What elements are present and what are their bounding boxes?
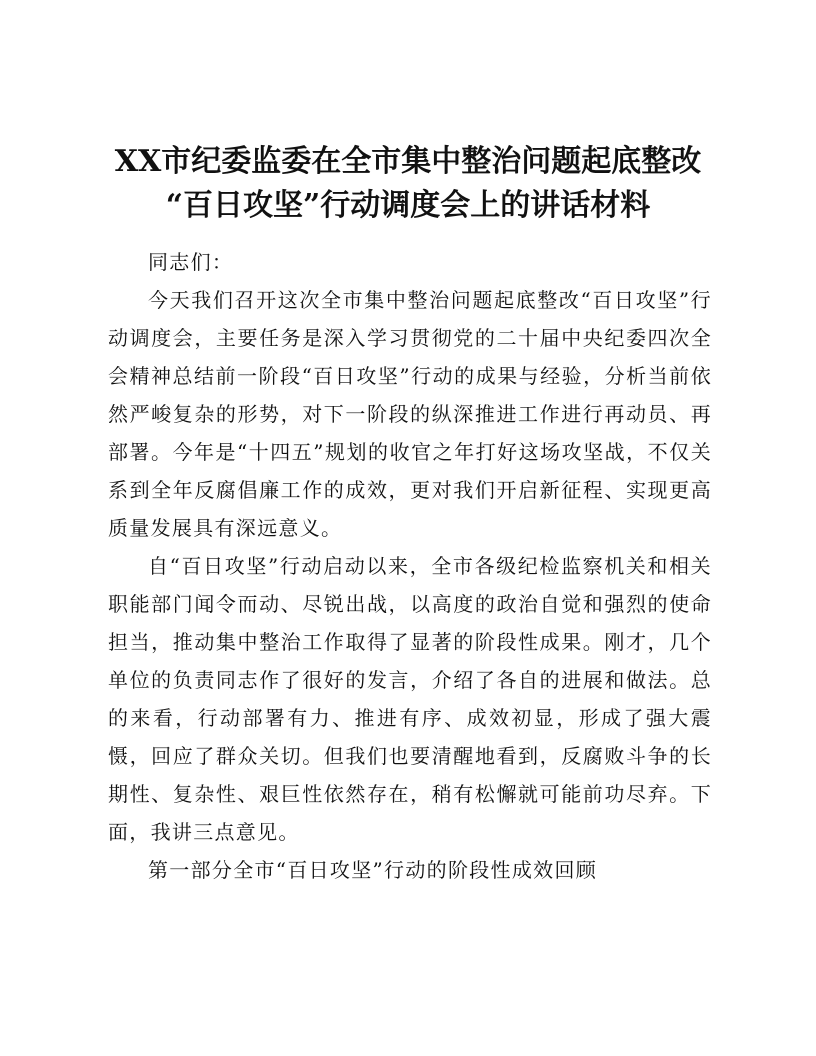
section-heading-part-one: 第一部分全市“百日攻坚”行动的阶段性成效回顾	[148, 858, 598, 882]
title-line-1: XX市纪委监委在全市集中整治问题起底整改	[114, 144, 702, 179]
document-body	[108, 243, 712, 889]
document-title	[100, 140, 716, 228]
paragraph-opening: 今天我们召开这次全市集中整治问题起底整改“百日攻坚”行动调度会，主要任务是深入学习贯彻党的二十届中央纪委四次全会精神总结前一阶段“百日攻坚”行动的成果与经验，分析当前依然严峻复杂的形势，对下一阶段的纵深推进工作进行再动员、再部署。今年是“十四五”规划的收官之年打好这场攻坚战，不仅关系到全年反腐倡廉工作的成效，更对我们开启新征程、实现更高质量发展具有深远意义。	[108, 288, 712, 540]
salutation: 同志们：	[148, 250, 234, 274]
paragraph-progress: 自“百日攻坚”行动启动以来，全市各级纪检监察机关和相关职能部门闻令而动、尽锐出战，以高度的政治自觉和强烈的使命担当，推动集中整治工作取得了显著的阶段性成果。刚才，几个单位的负责同志作了很好的发言，介绍了各自的进展和做法。总的来看，行动部署有力、推进有序、成效初显，形成了强大震慑，回应了群众关切。但我们也要清醒地看到，反腐败斗争的长期性、复杂性、艰巨性依然存在，稍有松懈就可能前功尽弃。下面，我讲三点意见。	[108, 554, 712, 844]
title-line-2: “百日攻坚”行动调度会上的讲话材料	[165, 188, 651, 223]
